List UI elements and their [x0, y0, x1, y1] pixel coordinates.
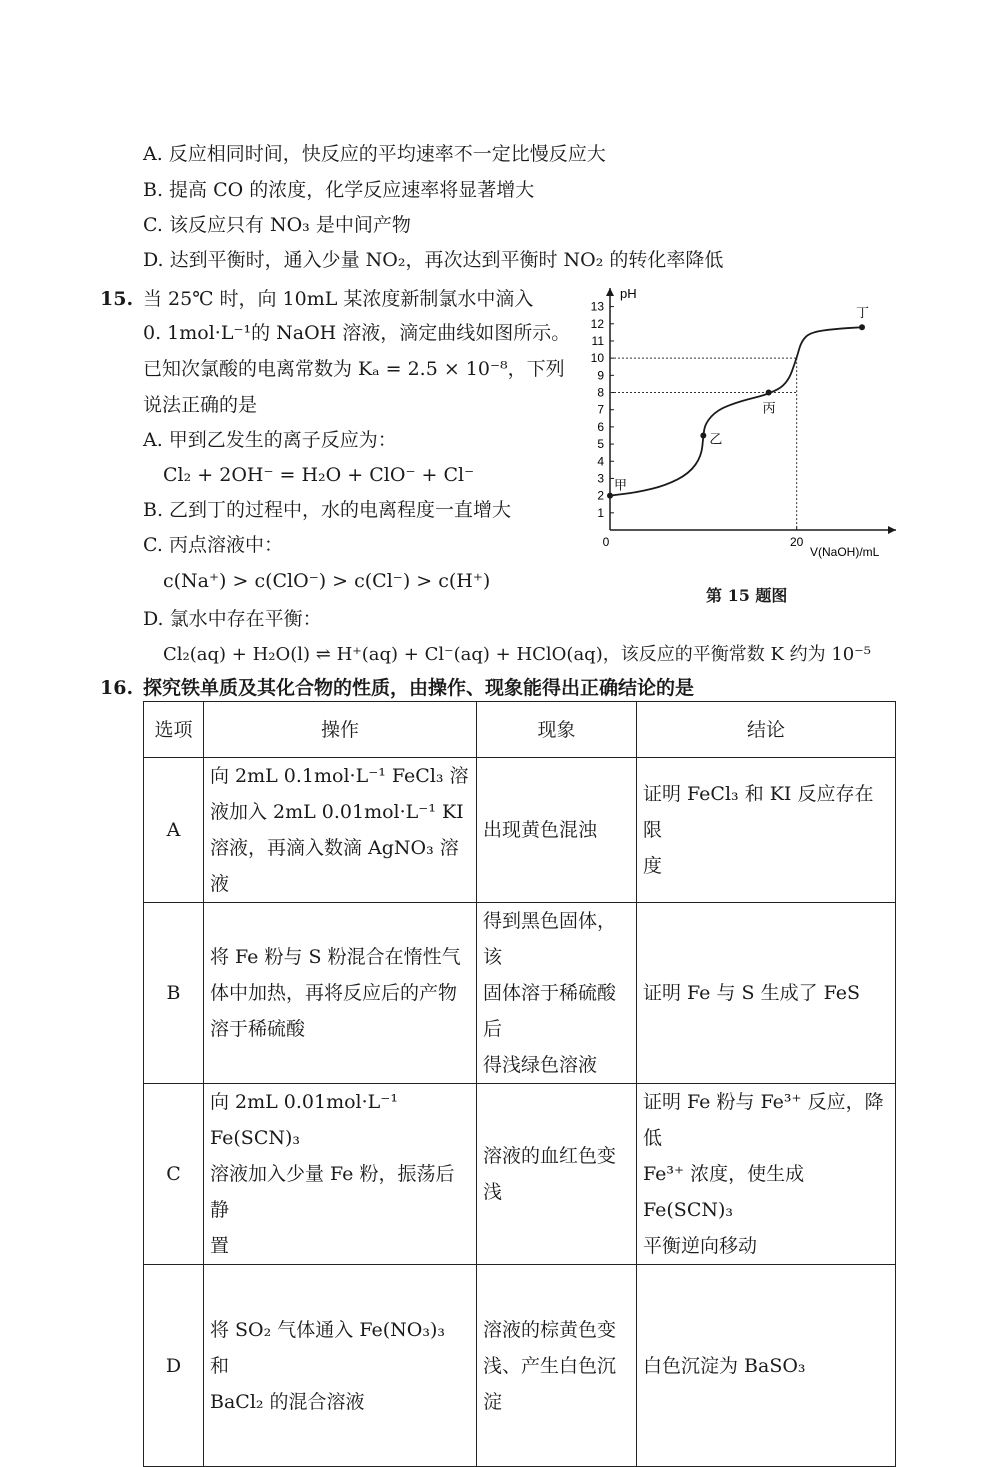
- row-conclusion: [637, 1265, 896, 1467]
- x-tick-label: 20: [789, 535, 804, 549]
- row-operation: [204, 903, 477, 1084]
- y-tick-label: 9: [597, 368, 604, 383]
- table-row: [144, 758, 896, 903]
- q14-option-a: A. 反应相同时间，快反应的平均速率不一定比慢反应大: [143, 143, 606, 165]
- chart-axes: [606, 288, 896, 534]
- y-tick-label: 5: [597, 437, 604, 452]
- header-phenomenon: 现象: [477, 702, 637, 758]
- q15-option-d-equation: Cl₂(aq) + H₂O(l) ⇌ H⁺(aq) + Cl⁻(aq) + HClO(aq)，该反应的平衡常数 K 约为 10⁻⁵: [163, 644, 871, 665]
- q14-option-b: B. 提高 CO 的浓度，化学反应速率将显著增大: [143, 179, 535, 201]
- q14-option-c: C. 该反应只有 NO₃ 是中间产物: [143, 214, 411, 236]
- cell-line: 浅、产生白色沉淀: [483, 1354, 617, 1413]
- q15-option-d: D. 氯水中存在平衡：: [143, 608, 322, 630]
- row-option: A: [144, 758, 204, 903]
- titration-chart: [580, 282, 900, 562]
- y-tick-label: 2: [597, 488, 604, 503]
- cell-line: 白色沉淀为 BaSO₃: [643, 1354, 806, 1377]
- y-tick-label: 8: [597, 385, 604, 400]
- data-point: [700, 432, 706, 438]
- data-point: [766, 390, 772, 396]
- q15-option-a: A. 甲到乙发生的离子反应为：: [143, 429, 397, 451]
- row-option: C: [144, 1084, 204, 1265]
- cell-line: 平衡逆向移动: [643, 1235, 758, 1257]
- data-point: [859, 324, 865, 330]
- cell-line: 证明 FeCl₃ 和 KI 反应存在限: [643, 783, 874, 841]
- q15-option-c-equation: c(Na⁺) > c(ClO⁻) > c(Cl⁻) > c(H⁺): [163, 570, 491, 592]
- q14-option-d: D. 达到平衡时，通入少量 NO₂，再次达到平衡时 NO₂ 的转化率降低: [143, 249, 724, 271]
- cell-line: 溶液，再滴入数滴 AgNO₃ 溶液: [210, 837, 459, 895]
- cell-line: 溶液的棕黄色变: [483, 1318, 617, 1341]
- q15-stem-line4: 说法正确的是: [143, 394, 258, 416]
- table-header-row: [144, 702, 896, 758]
- y-tick-label: 4: [597, 454, 604, 469]
- y-tick-label: 6: [597, 419, 604, 434]
- y-tick-label: 10: [590, 351, 604, 366]
- cell-line: Fe³⁺ 浓度，使生成 Fe(SCN)₃: [643, 1163, 805, 1221]
- row-conclusion: [637, 903, 896, 1084]
- figure-caption: 第 15 题图: [706, 586, 788, 605]
- cell-line: 置: [210, 1235, 230, 1257]
- row-option: B: [144, 903, 204, 1084]
- cell-line: 溶于稀硫酸: [210, 1018, 306, 1040]
- row-phenomenon: [477, 1084, 637, 1265]
- q15-option-a-equation: Cl₂ + 2OH⁻ = H₂O + ClO⁻ + Cl⁻: [163, 464, 475, 486]
- cell-line: 出现黄色混浊: [483, 819, 598, 841]
- point-label: 乙: [709, 432, 723, 448]
- y-tick-label: 7: [597, 402, 604, 417]
- cell-line: 向 2mL 0.01mol·L⁻¹ Fe(SCN)₃: [210, 1091, 398, 1149]
- q16-number: 16.: [100, 677, 134, 699]
- q15-stem-line1: 当 25℃ 时，向 10mL 某浓度新制氯水中滴入: [143, 288, 534, 310]
- cell-line: 得到黑色固体，该: [483, 910, 617, 968]
- y-tick-label: 1: [597, 505, 604, 520]
- cell-line: 将 SO₂ 气体通入 Fe(NO₃)₃ 和: [210, 1318, 445, 1377]
- row-phenomenon: [477, 1265, 637, 1467]
- q16-stem: 探究铁单质及其化合物的性质，由操作、现象能得出正确结论的是: [143, 677, 695, 699]
- y-tick-label: 3: [597, 471, 604, 486]
- row-phenomenon: [477, 903, 637, 1084]
- y-tick-label: 13: [590, 299, 604, 314]
- cell-line: 液加入 2mL 0.01mol·L⁻¹ KI: [210, 801, 464, 823]
- q15-option-b: B. 乙到丁的过程中，水的电离程度一直增大: [143, 499, 512, 521]
- row-operation: [204, 758, 477, 903]
- row-conclusion: [637, 758, 896, 903]
- q15-option-c: C. 丙点溶液中：: [143, 534, 283, 556]
- header-operation: 操作: [204, 702, 477, 758]
- cell-line: BaCl₂ 的混合溶液: [210, 1390, 365, 1413]
- cell-line: 溶液加入少量 Fe 粉，振荡后静: [210, 1163, 455, 1221]
- chart-ticks: [591, 300, 804, 549]
- table-row: [144, 1084, 896, 1265]
- header-conclusion: 结论: [637, 702, 896, 758]
- header-option: 选项: [144, 702, 204, 758]
- cell-line: 得浅绿色溶液: [483, 1054, 598, 1076]
- row-option: D: [144, 1265, 204, 1467]
- cell-line: 溶液的血红色变浅: [483, 1145, 617, 1203]
- x-tick-label: 0: [602, 535, 610, 549]
- cell-line: 证明 Fe 粉与 Fe³⁺ 反应，降低: [643, 1091, 884, 1149]
- cell-line: 向 2mL 0.1mol·L⁻¹ FeCl₃ 溶: [210, 765, 469, 787]
- q16-table: [143, 701, 896, 1467]
- table-row: [144, 903, 896, 1084]
- x-axis-arrow: [888, 526, 896, 534]
- row-operation: [204, 1265, 477, 1467]
- chart-y-axis-label: pH: [620, 286, 637, 301]
- q15-number: 15.: [100, 288, 134, 310]
- point-label: 丁: [856, 306, 870, 322]
- q15-stem-line2: 0. 1mol·L⁻¹的 NaOH 溶液，滴定曲线如图所示。: [143, 322, 571, 344]
- y-axis-arrow: [606, 288, 614, 296]
- cell-line: 度: [643, 855, 663, 877]
- cell-line: 固体溶于稀硫酸后: [483, 982, 617, 1040]
- cell-line: 证明 Fe 与 S 生成了 FeS: [643, 982, 861, 1004]
- point-label: 甲: [614, 478, 628, 494]
- y-tick-label: 12: [590, 316, 604, 331]
- point-label: 丙: [762, 401, 776, 417]
- row-conclusion: [637, 1084, 896, 1265]
- chart-x-axis-label: V(NaOH)/mL: [810, 545, 880, 559]
- q15-stem-line3: 已知次氯酸的电离常数为 Kₐ = 2.5 × 10⁻⁸，下列: [143, 358, 565, 380]
- table-row: [144, 1265, 896, 1467]
- row-phenomenon: [477, 758, 637, 903]
- cell-line: 体中加热，再将反应后的产物: [210, 982, 458, 1004]
- cell-line: 将 Fe 粉与 S 粉混合在惰性气: [210, 946, 461, 968]
- data-point: [607, 493, 613, 499]
- row-operation: [204, 1084, 477, 1265]
- y-tick-label: 11: [591, 333, 604, 348]
- titration-curve: [610, 327, 862, 495]
